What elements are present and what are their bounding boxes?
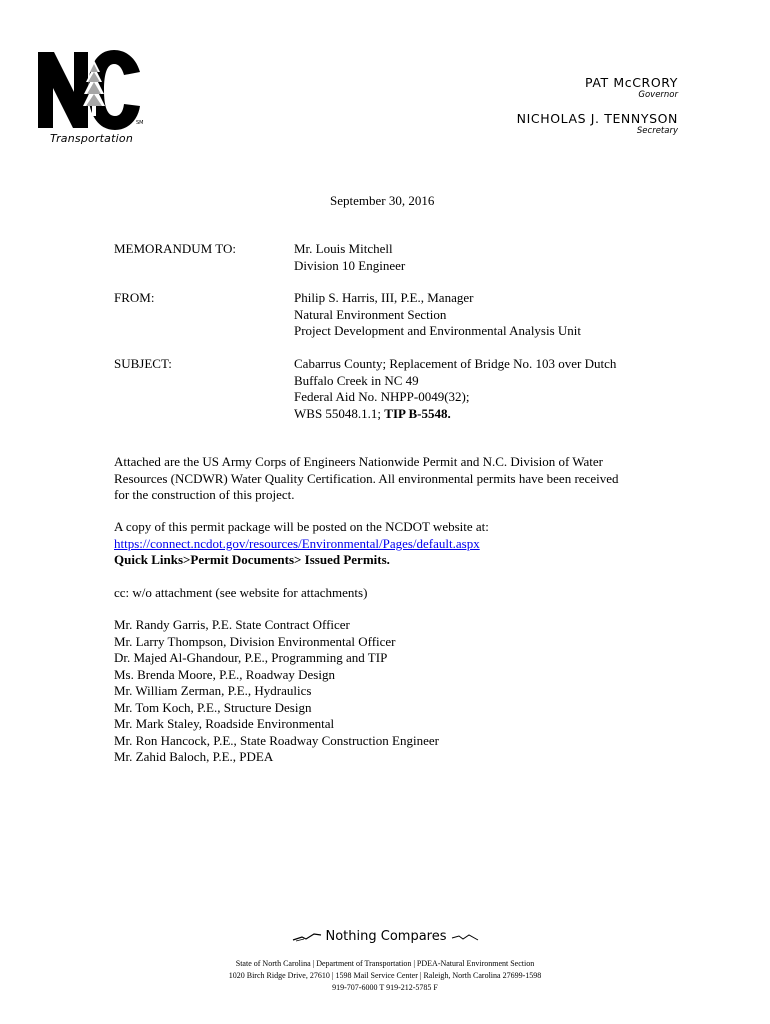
to-value [294,241,694,274]
footer-line: 919-707-6000 T 919-212-5785 F [332,983,438,992]
swoosh-right-icon [451,932,479,942]
from-line: Philip S. Harris, III, P.E., Manager [294,290,474,305]
paragraph-line: Attached are the US Army Corps of Engineers Nationwide Permit and N.C. Division of Water [114,454,604,469]
cc-recipient: Dr. Majed Al-Ghandour, P.E., Programming and TIP [114,650,388,665]
governor-title: Governor [638,90,678,100]
footer-tagline [0,929,770,946]
secretary-title: Secretary [636,126,678,136]
to-label: MEMORANDUM TO: [114,241,236,256]
paragraph-line: Resources (NCDWR) Water Quality Certification. All environmental permits have been received [114,470,619,486]
subject-value [294,356,694,422]
to-line: Division 10 Engineer [294,257,406,273]
subject-line-wbs [294,406,694,423]
cc-recipient: Mr. Ron Hancock, P.E., State Roadway Construction Engineer [114,732,439,748]
wbs-number: WBS 55048.1.1; [294,405,385,421]
swoosh-left-icon [292,932,322,942]
cc-recipient: Mr. William Zerman, P.E., Hydraulics [114,683,312,698]
subject-line: Cabarrus County; Replacement of Bridge No. 103 over Dutch [294,356,617,371]
logo-caption: Transportation [50,132,133,145]
footer-address [0,958,770,994]
cc-recipient: Mr. Mark Staley, Roadside Environmental [114,716,335,731]
from-line: Project Development and Environmental Analysis Unit [294,323,582,338]
paragraph-website [114,519,674,569]
paragraph-line: for the construction of this project. [114,487,295,502]
tagline-text: Nothing Compares [325,929,447,944]
paragraph-line: A copy of this permit package will be posted on the NCDOT website at: [114,519,489,534]
cc-list [114,617,439,766]
to-line: Mr. Louis Mitchell [294,241,393,256]
tip-number: TIP B-5548. [384,405,451,421]
secretary-name: NICHOLAS J. TENNYSON [516,111,678,126]
permits-website-link[interactable]: https://connect.ncdot.gov/resources/Environmental/Pages/default.aspx [114,535,480,551]
cc-recipient: Ms. Brenda Moore, P.E., Roadway Design [114,666,335,682]
cc-recipient: Mr. Zahid Baloch, P.E., PDEA [114,749,274,764]
cc-recipient: Mr. Larry Thompson, Division Environmental Officer [114,633,396,649]
from-value [294,290,694,340]
cc-recipient: Mr. Tom Koch, P.E., Structure Design [114,699,312,715]
quick-links-path: Quick Links>Permit Documents> Issued Permits. [114,552,390,567]
nc-logo-graphic [36,48,146,132]
paragraph-attached [114,454,674,504]
governor-block [585,75,678,100]
subject-label: SUBJECT: [114,356,172,371]
secretary-block [517,111,678,136]
governor-name: PAT McCRORY [585,75,678,90]
cc-recipient: Mr. Randy Garris, P.E. State Contract Officer [114,617,350,632]
svg-text:SM: SM [136,120,144,126]
subject-line: Buffalo Creek in NC 49 [294,372,419,388]
from-label: FROM: [114,290,155,305]
subject-line: Federal Aid No. NHPP-0049(32); [294,389,470,404]
footer-line: 1020 Birch Ridge Drive, 27610 | 1598 Mail Service Center | Raleigh, North Carolina 27699-1598 [228,971,542,980]
cc-note: cc: w/o attachment (see website for attachments) [114,585,368,600]
from-line: Natural Environment Section [294,306,447,322]
footer-line: State of North Carolina | Department of Transportation | PDEA-Natural Environment Section [235,959,535,968]
memo-date: September 30, 2016 [330,193,435,208]
